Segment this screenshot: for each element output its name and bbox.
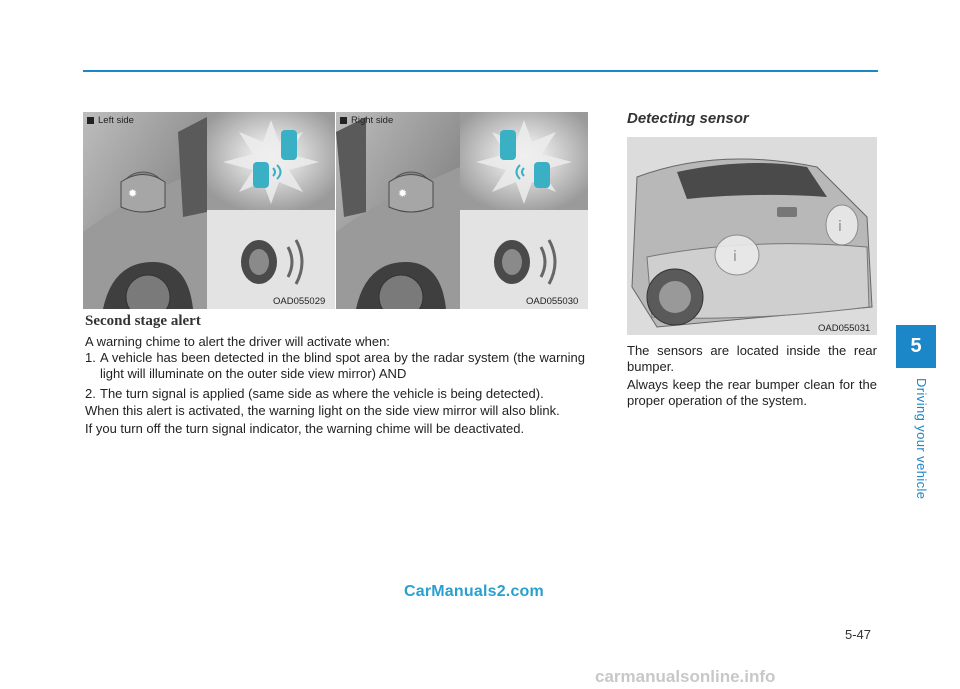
list-item — [85, 386, 585, 402]
second-stage-heading: Second stage alert — [85, 313, 201, 329]
figure-left-code: OAD055029 — [273, 296, 326, 307]
right-side-illustration — [336, 112, 588, 309]
square-bullet-icon — [340, 117, 347, 124]
list-item — [85, 350, 585, 384]
left-side-illustration — [83, 112, 335, 309]
figure-left-label — [87, 115, 134, 126]
list-item-text: The turn signal is applied (same side as where the vehicle is being detected). — [100, 386, 544, 401]
list-item-number: 1. — [85, 350, 96, 365]
chapter-title: Driving your vehicle — [914, 378, 929, 500]
detecting-p1: The sensors are located inside the rear bumper. — [627, 343, 877, 374]
figure-left-label-text: Left side — [98, 115, 134, 126]
detecting-sensor-heading: Detecting sensor — [627, 110, 749, 127]
figure-right-label-text: Right side — [351, 115, 394, 126]
list-item-text: A vehicle has been detected in the blind spot area by the radar system (the warning light will illuminate on the outer side view mirror) AND — [100, 350, 585, 381]
figure-right-code: OAD055030 — [526, 296, 579, 307]
detecting-p2: Always keep the rear bumper clean for the proper operation of the system. — [627, 377, 877, 408]
square-bullet-icon — [87, 117, 94, 124]
svg-text:✹: ✹ — [398, 187, 408, 200]
figure-left-side — [83, 112, 335, 309]
figure-right-label — [340, 115, 393, 126]
svg-text:✹: ✹ — [128, 187, 138, 200]
site-watermark: carmanualsonline.info — [595, 667, 776, 686]
figure-right-side — [336, 112, 588, 309]
figure-sensor-code: OAD055031 — [818, 323, 871, 334]
second-stage-p1: When this alert is activated, the warning light on the side view mirror will also blink. — [85, 403, 560, 418]
second-stage-intro: A warning chime to alert the driver will activate when: — [85, 334, 390, 349]
watermark-link[interactable]: CarManuals2.com — [404, 583, 544, 600]
list-item-number: 2. — [85, 386, 96, 401]
page-number: 5-47 — [845, 627, 872, 642]
rear-bumper-sensor-illustration — [627, 137, 877, 335]
figure-sensor — [627, 137, 877, 335]
header-rule — [83, 70, 878, 72]
second-stage-p2: If you turn off the turn signal indicator, the warning chime will be deactivated. — [85, 421, 525, 436]
svg-text:ⅰ: ⅰ — [733, 249, 737, 265]
svg-text:ⅰ: ⅰ — [838, 219, 842, 235]
chapter-number-tab: 5 — [896, 325, 936, 368]
